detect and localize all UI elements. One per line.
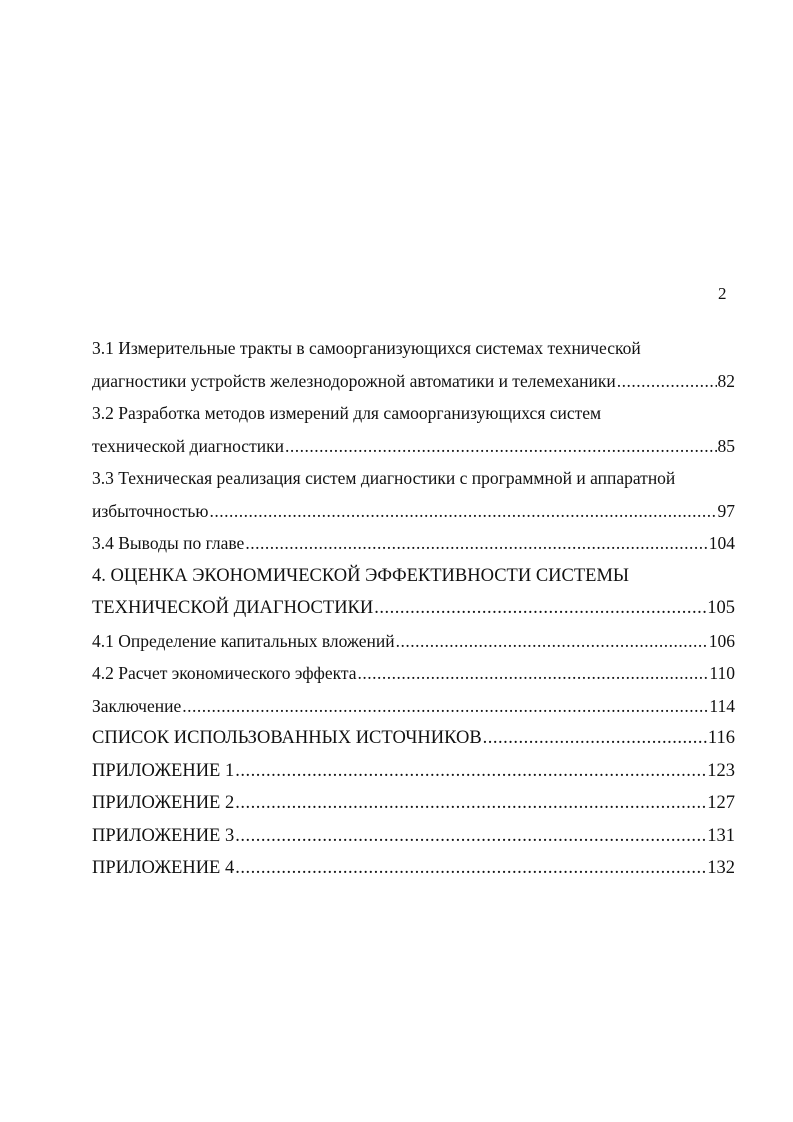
dot-leader bbox=[245, 527, 707, 560]
toc-entry-page: 127 bbox=[707, 793, 735, 813]
toc-entry-page: 131 bbox=[707, 825, 735, 846]
dot-leader bbox=[209, 495, 716, 528]
toc-entry-title-line: диагностики устройств железнодорожной автоматики и телемеханики bbox=[92, 370, 616, 391]
toc-entry-title-line: технической диагностики bbox=[92, 435, 284, 456]
toc-entry-title-line: 3.3 Техническая реализация систем диагностики с программной и аппаратной bbox=[92, 468, 676, 488]
toc-entry-page: 105 bbox=[707, 598, 735, 618]
toc-entry-chapter-4[interactable] bbox=[92, 560, 735, 625]
toc-entry-appendix-4[interactable] bbox=[92, 852, 735, 885]
toc-entry-page: 85 bbox=[717, 435, 735, 456]
toc-entry-appendix-2[interactable] bbox=[92, 787, 735, 820]
toc-entry-page: 116 bbox=[707, 728, 735, 748]
dot-leader bbox=[235, 755, 706, 788]
toc-entry-4-1[interactable] bbox=[92, 625, 735, 658]
toc-entry-page: 110 bbox=[709, 663, 735, 683]
toc-entry-title-line: 3.1 Измерительные тракты в самоорганизующихся системах технической bbox=[92, 338, 641, 358]
toc-entry-title: Заключение bbox=[92, 695, 182, 716]
toc-entry-page: 104 bbox=[708, 533, 735, 553]
toc-entry-3-2[interactable] bbox=[92, 397, 735, 462]
toc-entry-title: ПРИЛОЖЕНИЕ 3 bbox=[92, 825, 235, 846]
dot-leader bbox=[358, 657, 709, 690]
toc-entry-title-line: избыточностью bbox=[92, 500, 209, 521]
toc-entry-title: СПИСОК ИСПОЛЬЗОВАННЫХ ИСТОЧНИКОВ bbox=[92, 728, 482, 748]
page-number: 2 bbox=[718, 284, 727, 303]
toc-entry-title: 4.1 Определение капитальных вложений bbox=[92, 630, 395, 651]
toc-entry-appendix-1[interactable] bbox=[92, 755, 735, 788]
toc-entry-title: ПРИЛОЖЕНИЕ 1 bbox=[92, 760, 235, 781]
toc-entry-conclusion[interactable] bbox=[92, 690, 735, 723]
dot-leader bbox=[235, 852, 706, 885]
toc-entry-title-line: 4. ОЦЕНКА ЭКОНОМИЧЕСКОЙ ЭФФЕКТИВНОСТИ СИСТЕМЫ bbox=[92, 565, 630, 586]
toc-entry-title-line: ТЕХНИЧЕСКОЙ ДИАГНОСТИКИ bbox=[92, 598, 374, 618]
toc-entry-appendix-3[interactable] bbox=[92, 820, 735, 853]
dot-leader bbox=[396, 625, 708, 658]
toc-entry-3-1[interactable] bbox=[92, 332, 735, 397]
toc-entry-page: 82 bbox=[717, 370, 735, 391]
toc-entry-title: 3.4 Выводы по главе bbox=[92, 533, 245, 553]
toc-entry-4-2[interactable] bbox=[92, 657, 735, 690]
dot-leader bbox=[617, 365, 717, 398]
toc-entry-page: 114 bbox=[709, 695, 735, 716]
dot-leader bbox=[235, 787, 706, 820]
toc-entry-title: ПРИЛОЖЕНИЕ 4 bbox=[92, 858, 235, 878]
toc-entry-page: 97 bbox=[717, 500, 735, 521]
table-of-contents bbox=[92, 332, 735, 885]
dot-leader bbox=[235, 820, 706, 853]
toc-entry-title: 4.2 Расчет экономического эффекта bbox=[92, 663, 357, 683]
toc-entry-page: 132 bbox=[707, 858, 735, 878]
toc-entry-page: 106 bbox=[708, 630, 735, 651]
toc-entry-3-3[interactable] bbox=[92, 462, 735, 527]
dot-leader bbox=[182, 690, 708, 723]
dot-leader bbox=[285, 430, 717, 463]
toc-entry-references[interactable] bbox=[92, 722, 735, 755]
toc-entry-title-line: 3.2 Разработка методов измерений для самоорганизующихся систем bbox=[92, 403, 602, 423]
toc-entry-3-4[interactable] bbox=[92, 527, 735, 560]
toc-entry-title: ПРИЛОЖЕНИЕ 2 bbox=[92, 793, 235, 813]
dot-leader bbox=[374, 592, 706, 625]
dot-leader bbox=[483, 722, 707, 755]
toc-entry-page: 123 bbox=[707, 760, 735, 781]
